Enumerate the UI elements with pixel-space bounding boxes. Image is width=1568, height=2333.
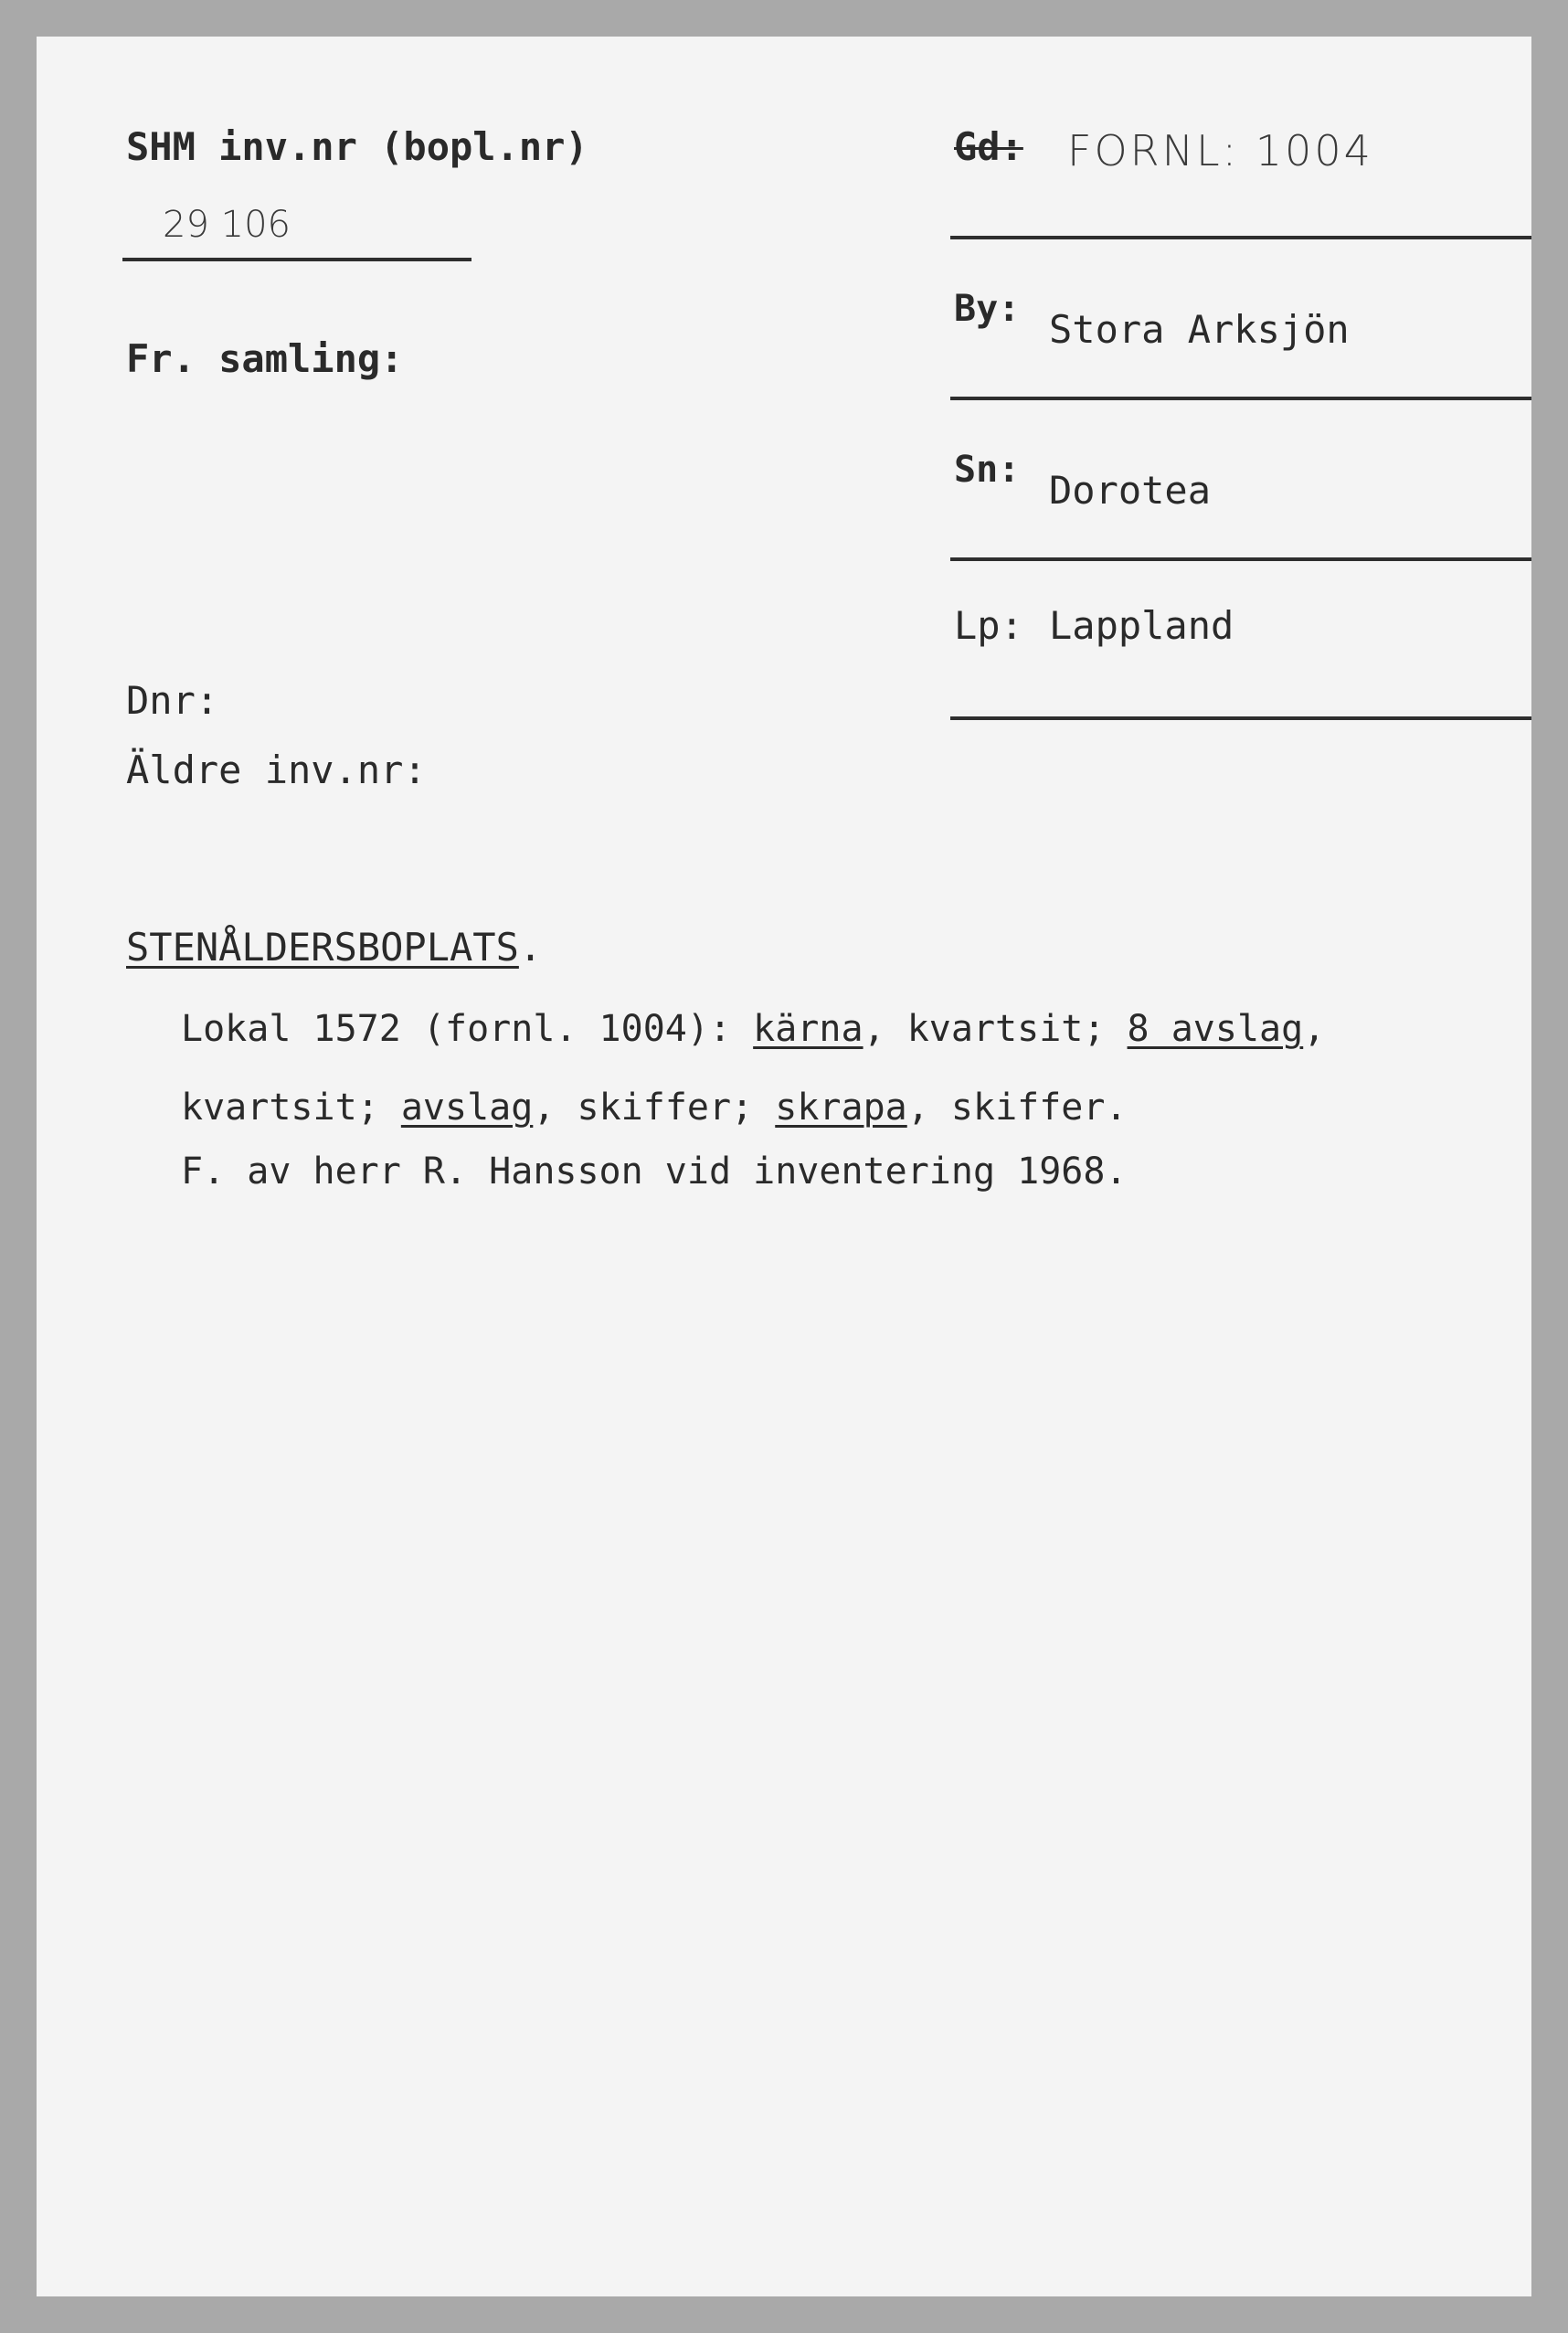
gd-label: Gd: xyxy=(954,124,1023,169)
inv-nr-underline xyxy=(122,258,471,261)
find-8-avslag: 8 avslag xyxy=(1127,1008,1304,1050)
site-heading xyxy=(126,925,543,970)
find-line-2-end: , skiffer. xyxy=(906,1087,1128,1129)
find-line-1-end: , xyxy=(1303,1008,1326,1050)
site-heading-text: STENÅLDERSBOPLATS xyxy=(126,925,519,970)
fr-samling-label: Fr. samling: xyxy=(126,336,404,381)
find-line-1-mid: , kvartsit; xyxy=(863,1008,1128,1050)
find-avslag: avslag xyxy=(400,1087,534,1129)
find-line-2-mid: , skiffer; xyxy=(533,1087,776,1129)
find-line-1-prefix: Lokal 1572 (fornl. 1004): xyxy=(181,1008,754,1050)
find-line-2 xyxy=(181,1087,1128,1129)
find-line-2-prefix: kvartsit; xyxy=(181,1087,401,1129)
gd-value: FORNL: 1004 xyxy=(1067,126,1373,175)
lp-label: Lp: xyxy=(954,603,1023,648)
dnr-label: Dnr: xyxy=(126,678,219,723)
find-skrapa: skrapa xyxy=(775,1087,907,1129)
by-label: By: xyxy=(954,288,1021,330)
find-karna: kärna xyxy=(753,1008,863,1050)
sn-label: Sn: xyxy=(954,449,1021,491)
find-line-1 xyxy=(181,1008,1326,1050)
sn-value: Dorotea xyxy=(1049,468,1212,513)
by-rule xyxy=(950,397,1531,400)
sn-rule xyxy=(950,557,1531,561)
aldre-inv-nr-label: Äldre inv.nr: xyxy=(126,748,427,792)
by-value: Stora Arksjön xyxy=(1049,307,1350,352)
inv-nr-value: 29 106 xyxy=(163,204,291,246)
lp-value: Lappland xyxy=(1049,603,1234,648)
inv-nr-label: SHM inv.nr (bopl.nr) xyxy=(126,124,588,169)
gd-rule xyxy=(950,236,1531,239)
site-heading-period: . xyxy=(518,925,543,970)
lp-rule xyxy=(950,716,1531,720)
find-line-3: F. av herr R. Hansson vid inventering 1968. xyxy=(181,1151,1128,1193)
